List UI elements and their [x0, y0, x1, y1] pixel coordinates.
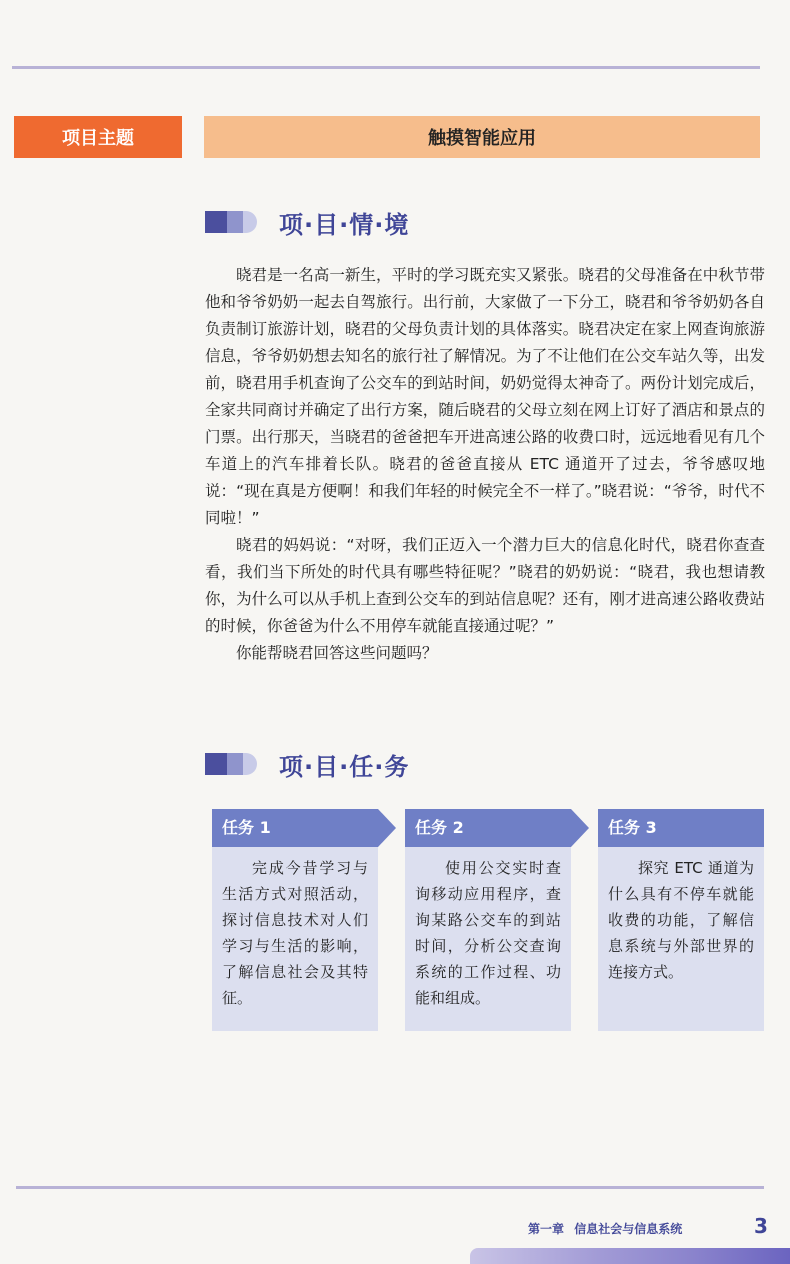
project-theme-label: 项目主题 [14, 116, 182, 158]
situation-paragraph: 晓君的妈妈说：“对呀，我们正迈入一个潜力巨大的信息化时代，晓君你查查看，我们当下所处的时代具有哪些特征呢？”晓君的奶奶说：“晓君，我也想请教你，为什么可以从手机上查到公交车的到站信息呢？还有，刚才进高速公路收费站的时候，你爸爸为什么不用停车就能直接通过呢？” [205, 536, 765, 635]
task-card-header [598, 809, 764, 847]
arrow-right-icon [378, 809, 396, 847]
task-label: 任务 3 [608, 818, 657, 837]
chapter-number: 第一章 [528, 1222, 565, 1236]
project-theme-title: 触摸智能应用 [204, 116, 760, 158]
section-marker-icon [205, 211, 257, 233]
bottom-rule [16, 1186, 764, 1189]
task-description: 探究 ETC 通道为什么具有不停车就能收费的功能，了解信息系统与外部世界的连接方式。 [608, 859, 754, 981]
situation-body [205, 262, 765, 667]
situation-heading-text: 项·目·情·境 [279, 210, 410, 239]
top-rule [12, 66, 760, 69]
page-number: 3 [754, 1214, 768, 1238]
task-label: 任务 2 [415, 818, 464, 837]
task-label: 任务 1 [222, 818, 271, 837]
footer-chapter [528, 1220, 688, 1237]
tasks-heading [205, 744, 409, 784]
task-card-3 [598, 809, 764, 1031]
task-card-header [212, 809, 378, 847]
chapter-title: 信息社会与信息系统 [574, 1222, 683, 1236]
situation-paragraph: 你能帮晓君回答这些问题吗？ [236, 644, 438, 662]
task-description: 使用公交实时查询移动应用程序，查询某路公交车的到站时间，分析公交查询系统的工作过程、功能和组成。 [415, 859, 561, 1007]
tasks-heading-text: 项·目·任·务 [279, 752, 410, 781]
situation-paragraph: 晓君是一名高一新生，平时的学习既充实又紧张。晓君的父母准备在中秋节带他和爷爷奶奶一起去自驾旅行。出行前，大家做了一下分工，晓君和爷爷奶奶各自负责制订旅游计划，晓君的父母负责计划的具体落实。晓君决定在家上网查询旅游信息，爷爷奶奶想去知名的旅行社了解情况。为了不让他们在公交车站久等，出发前，晓君用手机查询了公交车的到站时间，奶奶觉得太神奇了。两份计划完成后，全家共同商讨并确定了出行方案，随后晓君的父母立刻在网上订好了酒店和景点的门票。出行那天，当晓君的爸爸把车开进高速公路的收费口时，远远地看见有几个车道上的汽车排着长队。晓君的爸爸直接从 ETC 通道开了过去，爷爷感叹地说：“现在真是方便啊！和我们年轻的时候完全不一样了。”晓君说：“爷爷，时代不同啦！” [205, 266, 765, 527]
task-card-header [405, 809, 571, 847]
task-description: 完成今昔学习与生活方式对照活动，探讨信息技术对人们学习与生活的影响，了解信息社会及其特征。 [222, 859, 368, 1007]
arrow-right-icon [571, 809, 589, 847]
task-card-2 [405, 809, 571, 1031]
task-card-1 [212, 809, 378, 1031]
situation-heading [205, 202, 409, 242]
section-marker-icon [205, 753, 257, 775]
task-cards [212, 809, 764, 1031]
footer-decoration [470, 1248, 790, 1264]
